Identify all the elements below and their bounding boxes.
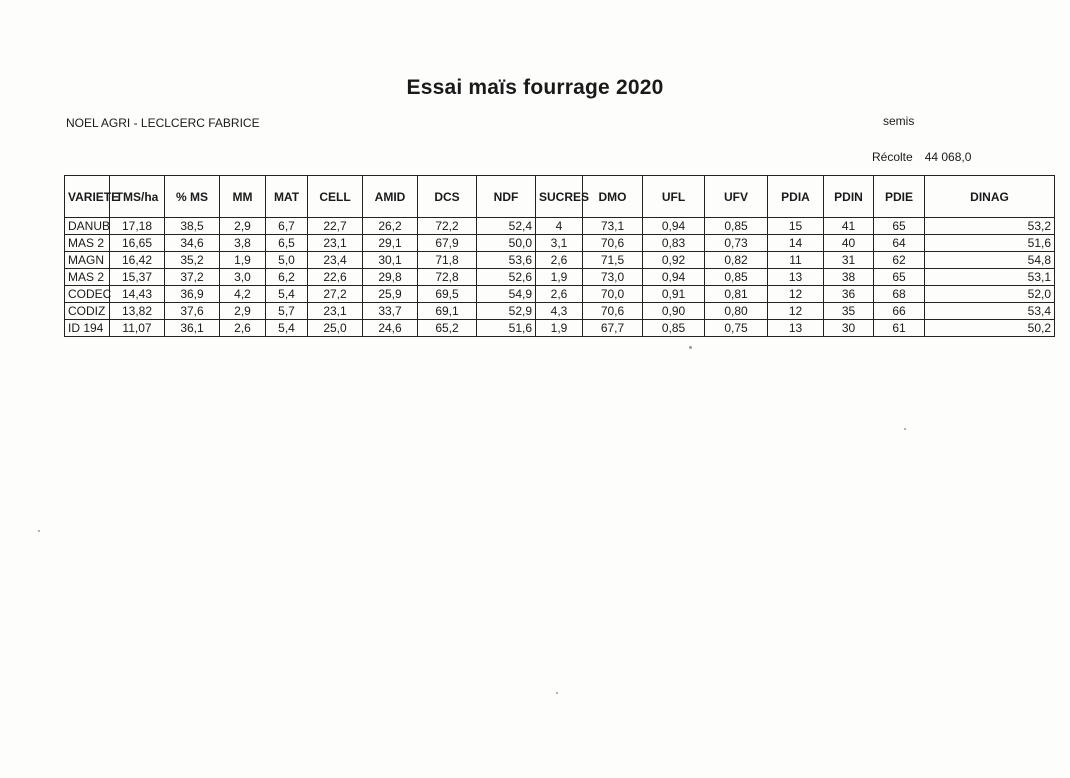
variety-cell: MAS 2 [65,269,110,286]
value-cell: 11,07 [110,320,165,337]
scan-speck [38,530,40,532]
value-cell: 14,43 [110,286,165,303]
table-row [65,235,1055,252]
value-cell: 35,2 [165,252,220,269]
value-cell: 0,80 [705,303,768,320]
value-cell: 2,6 [536,286,583,303]
value-cell: 36 [824,286,874,303]
value-cell: 73,1 [583,218,643,235]
table-header-row [65,176,1055,218]
value-cell: 38 [824,269,874,286]
column-header: CELL [308,176,363,218]
value-cell: 0,81 [705,286,768,303]
value-cell: 67,9 [418,235,477,252]
value-cell: 17,18 [110,218,165,235]
value-cell: 4 [536,218,583,235]
value-cell: 16,65 [110,235,165,252]
value-cell: 65 [874,269,925,286]
value-cell: 0,85 [643,320,705,337]
value-cell: 3,0 [220,269,266,286]
column-header: DINAG [925,176,1055,218]
value-cell: 6,7 [266,218,308,235]
value-cell: 1,9 [220,252,266,269]
value-cell: 2,9 [220,218,266,235]
value-cell: 16,42 [110,252,165,269]
value-cell: 23,1 [308,303,363,320]
variety-cell: DANUB [65,218,110,235]
value-cell: 50,0 [477,235,536,252]
column-header: AMID [363,176,418,218]
results-table [64,175,1055,337]
value-cell: 5,7 [266,303,308,320]
variety-cell: ID 194 [65,320,110,337]
scan-speck [556,692,558,694]
value-cell: 2,6 [536,252,583,269]
value-cell: 73,0 [583,269,643,286]
value-cell: 11 [768,252,824,269]
value-cell: 22,6 [308,269,363,286]
table-row [65,218,1055,235]
table-row [65,320,1055,337]
recolte-line [872,150,971,164]
value-cell: 38,5 [165,218,220,235]
value-cell: 40 [824,235,874,252]
value-cell: 5,4 [266,320,308,337]
value-cell: 25,9 [363,286,418,303]
value-cell: 14 [768,235,824,252]
column-header: MAT [266,176,308,218]
value-cell: 41 [824,218,874,235]
column-header: UFV [705,176,768,218]
value-cell: 22,7 [308,218,363,235]
value-cell: 25,0 [308,320,363,337]
column-header: VARIETE [65,176,110,218]
value-cell: 1,9 [536,269,583,286]
table-row [65,269,1055,286]
value-cell: 66 [874,303,925,320]
value-cell: 53,1 [925,269,1055,286]
column-header: PDIA [768,176,824,218]
column-header: NDF [477,176,536,218]
value-cell: 31 [824,252,874,269]
value-cell: 5,0 [266,252,308,269]
value-cell: 15,37 [110,269,165,286]
value-cell: 2,9 [220,303,266,320]
semis-label: semis [883,114,915,128]
column-header: PDIN [824,176,874,218]
value-cell: 69,5 [418,286,477,303]
value-cell: 71,8 [418,252,477,269]
value-cell: 53,6 [477,252,536,269]
value-cell: 52,9 [477,303,536,320]
table-row [65,303,1055,320]
value-cell: 0,73 [705,235,768,252]
value-cell: 0,90 [643,303,705,320]
value-cell: 34,6 [165,235,220,252]
value-cell: 65 [874,218,925,235]
value-cell: 26,2 [363,218,418,235]
recolte-label: Récolte [872,150,913,164]
value-cell: 30 [824,320,874,337]
value-cell: 3,8 [220,235,266,252]
value-cell: 53,4 [925,303,1055,320]
value-cell: 51,6 [477,320,536,337]
value-cell: 23,1 [308,235,363,252]
value-cell: 69,1 [418,303,477,320]
farm-name: NOEL AGRI - LECLCERC FABRICE [66,116,260,130]
value-cell: 53,2 [925,218,1055,235]
value-cell: 35 [824,303,874,320]
value-cell: 54,9 [477,286,536,303]
value-cell: 1,9 [536,320,583,337]
value-cell: 50,2 [925,320,1055,337]
value-cell: 13 [768,269,824,286]
value-cell: 70,0 [583,286,643,303]
column-header: SUCRES [536,176,583,218]
value-cell: 15 [768,218,824,235]
value-cell: 0,92 [643,252,705,269]
value-cell: 29,8 [363,269,418,286]
value-cell: 36,1 [165,320,220,337]
value-cell: 0,82 [705,252,768,269]
column-header: % MS [165,176,220,218]
value-cell: 0,85 [705,218,768,235]
value-cell: 24,6 [363,320,418,337]
value-cell: 13 [768,320,824,337]
value-cell: 0,83 [643,235,705,252]
value-cell: 12 [768,303,824,320]
value-cell: 6,5 [266,235,308,252]
value-cell: 72,2 [418,218,477,235]
value-cell: 13,82 [110,303,165,320]
variety-cell: MAS 2 [65,235,110,252]
variety-cell: CODIZ [65,303,110,320]
value-cell: 54,8 [925,252,1055,269]
value-cell: 70,6 [583,235,643,252]
value-cell: 64 [874,235,925,252]
column-header: DMO [583,176,643,218]
value-cell: 4,3 [536,303,583,320]
column-header: DCS [418,176,477,218]
value-cell: 52,6 [477,269,536,286]
value-cell: 62 [874,252,925,269]
variety-cell: MAGN [65,252,110,269]
variety-cell: CODEC [65,286,110,303]
column-header: TMS/ha [110,176,165,218]
value-cell: 0,85 [705,269,768,286]
value-cell: 0,75 [705,320,768,337]
value-cell: 37,2 [165,269,220,286]
scan-speck [689,346,692,349]
column-header: UFL [643,176,705,218]
value-cell: 67,7 [583,320,643,337]
value-cell: 4,2 [220,286,266,303]
value-cell: 27,2 [308,286,363,303]
value-cell: 71,5 [583,252,643,269]
column-header: PDIE [874,176,925,218]
table-row [65,286,1055,303]
value-cell: 51,6 [925,235,1055,252]
value-cell: 12 [768,286,824,303]
table-row [65,252,1055,269]
scan-speck [904,428,906,430]
value-cell: 37,6 [165,303,220,320]
recolte-value: 44 068,0 [924,150,972,164]
value-cell: 72,8 [418,269,477,286]
value-cell: 52,0 [925,286,1055,303]
value-cell: 29,1 [363,235,418,252]
value-cell: 61 [874,320,925,337]
value-cell: 3,1 [536,235,583,252]
value-cell: 36,9 [165,286,220,303]
value-cell: 33,7 [363,303,418,320]
value-cell: 65,2 [418,320,477,337]
value-cell: 70,6 [583,303,643,320]
document-title: Essai maïs fourrage 2020 [406,76,664,99]
value-cell: 68 [874,286,925,303]
value-cell: 30,1 [363,252,418,269]
value-cell: 52,4 [477,218,536,235]
value-cell: 0,91 [643,286,705,303]
column-header: MM [220,176,266,218]
value-cell: 23,4 [308,252,363,269]
value-cell: 6,2 [266,269,308,286]
value-cell: 5,4 [266,286,308,303]
value-cell: 0,94 [643,218,705,235]
value-cell: 0,94 [643,269,705,286]
value-cell: 2,6 [220,320,266,337]
